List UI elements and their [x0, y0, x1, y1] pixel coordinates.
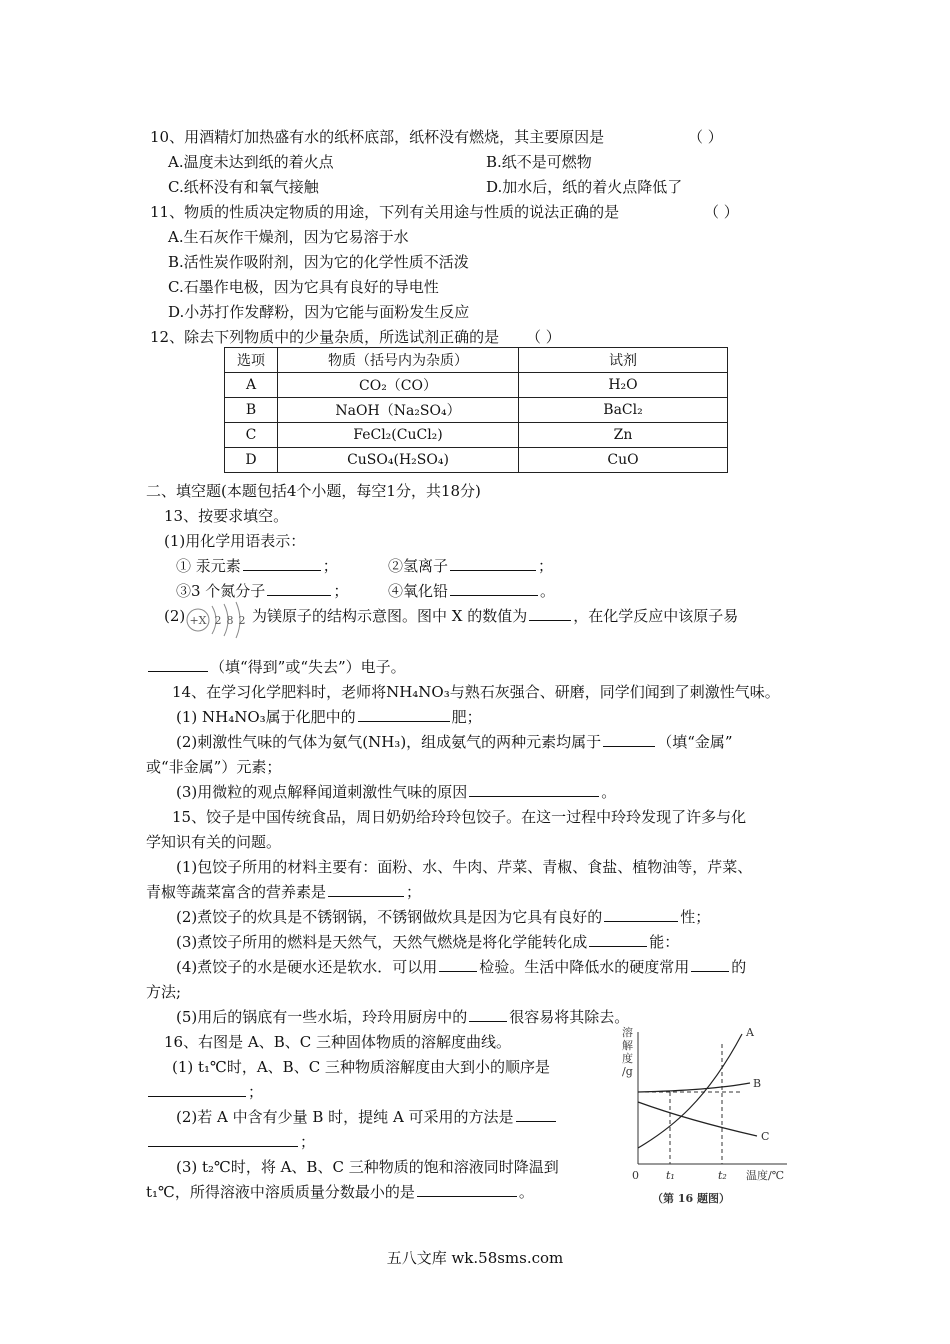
q11-option-a: A.生石灰作干燥剂，因为它易溶于水 [168, 228, 409, 246]
y-axis-label-char: 度 [622, 1052, 633, 1065]
q16-stem: 16、右图是 A、B、C 三种固体物质的溶解度曲线。 [164, 1033, 511, 1051]
table-cell: C [225, 423, 278, 448]
q16-part1: (1) t₁℃时，A、B、C 三种物质溶解度由大到小的顺序是 [172, 1058, 550, 1076]
origin-label: 0 [632, 1169, 639, 1182]
x-axis-label: 温度/℃ [746, 1169, 785, 1182]
curve-label-b: B [753, 1077, 762, 1090]
q16-part3: (3) t₂℃时，将 A、B、C 三种物质的饱和溶液同时降温到 [176, 1158, 559, 1176]
answer-blank[interactable] [328, 882, 404, 897]
footer-watermark: 五八文库 wk.58sms.com [386, 1249, 564, 1267]
q14-part3: (3)用微粒的观点解释闻道刺激性气味的原因 。 [176, 783, 617, 801]
q15-part3: (3)煮饺子所用的燃料是天然气，天然气燃烧是将化学能转化成 能： [176, 933, 680, 951]
table-cell: A [225, 373, 278, 398]
table-row [225, 448, 728, 473]
section-heading: 二、填空题(本题包括4个小题，每空1分，共18分) [146, 482, 481, 500]
answer-blank[interactable] [450, 581, 538, 596]
q16-part1-blank: ； [146, 1082, 263, 1102]
q14-part2-cont: 或“非金属”）元素； [146, 758, 282, 776]
answer-blank[interactable] [148, 1082, 246, 1097]
q11-answer-paren: （ ） [704, 203, 739, 221]
table-header-row [225, 348, 728, 373]
q12-answer-paren: （ ） [526, 328, 561, 346]
answer-blank[interactable] [450, 556, 536, 571]
figure-caption: （第 16 题图） [652, 1192, 730, 1205]
table-row [225, 423, 728, 448]
table-cell: CuO [519, 448, 728, 473]
table-cell: B [225, 398, 278, 423]
q15-stem-line2: 学知识有关的问题。 [146, 833, 282, 851]
nucleus-label: +X [189, 614, 207, 627]
q10-answer-paren: （ ） [688, 128, 723, 146]
q16-part2-blank: ； [146, 1132, 315, 1152]
answer-blank[interactable] [439, 957, 477, 972]
answer-blank[interactable] [148, 657, 208, 672]
q13-sub2-text: 为镁原子的结构示意图。图中 X 的数值为 ，在化学反应中该原子易 [252, 607, 739, 625]
table-cell: BaCl₂ [519, 398, 728, 423]
q15-part4: (4)煮饺子的水是硬水还是软水．可以用 检验。生活中降低水的硬度常用 的 [176, 958, 747, 976]
q13-item-2: ②氢离子 ； [388, 557, 554, 575]
table-header-substance: 物质（括号内为杂质） [278, 348, 519, 373]
q15-stem-line1: 15、饺子是中国传统食品，周日奶奶给玲玲包饺子。在这一过程中玲玲发现了许多与化 [172, 808, 747, 826]
table-cell: CO₂（CO） [278, 373, 519, 398]
solubility-curve-figure [612, 1024, 802, 1210]
answer-blank[interactable] [243, 556, 321, 571]
curve-b [638, 1083, 750, 1092]
q15-part1: (1)包饺子所用的材料主要有：面粉、水、牛肉、芹菜、青椒、食盐、植物油等，芹菜、 [176, 858, 753, 876]
q13-item-3: ③3 个氮分子 ； [176, 582, 349, 600]
tick-label-t2: t₂ [718, 1169, 727, 1182]
curve-label-c: C [761, 1130, 770, 1143]
answer-blank[interactable] [604, 907, 678, 922]
q15-part4-cont: 方法; [146, 983, 182, 1001]
q11-option-d: D.小苏打作发酵粉，因为它能与面粉发生反应 [168, 303, 470, 321]
q13-stem: 13、按要求填空。 [164, 507, 289, 525]
table-cell: H₂O [519, 373, 728, 398]
q13-item-1: ① 汞元素 ； [176, 557, 338, 575]
answer-blank[interactable] [589, 932, 647, 947]
answer-blank[interactable] [691, 957, 729, 972]
answer-blank[interactable] [417, 1182, 517, 1197]
answer-blank[interactable] [603, 732, 655, 747]
q13-sub1: (1)用化学用语表示： [164, 532, 306, 550]
y-axis-label-char: 解 [622, 1039, 633, 1052]
y-axis-label-char: /g [622, 1065, 633, 1078]
q15-part2: (2)煮饺子的炊具是不锈钢锅，不锈钢做炊具是因为它具有良好的 性； [176, 908, 711, 926]
table-cell: D [225, 448, 278, 473]
answer-blank[interactable] [469, 782, 599, 797]
q11-option-b: B.活性炭作吸附剂，因为它的化学性质不活泼 [168, 253, 469, 271]
q10-option-c: C.纸杯没有和氧气接触 [168, 178, 319, 196]
shell-electron-count: 2 [214, 614, 222, 627]
q10-stem: 10、用酒精灯加热盛有水的纸杯底部，纸杯没有燃烧，其主要原因是 [150, 128, 605, 146]
tick-label-t1: t₁ [666, 1169, 675, 1182]
answer-blank[interactable] [469, 1007, 507, 1022]
answer-blank[interactable] [267, 581, 331, 596]
reagent-table [224, 347, 728, 473]
table-header-reagent: 试剂 [519, 348, 728, 373]
q15-part5: (5)用后的锅底有一些水垢，玲玲用厨房中的 很容易将其除去。 [176, 1008, 630, 1026]
shell-electron-count: 2 [238, 614, 246, 627]
table-cell: NaOH（Na₂SO₄） [278, 398, 519, 423]
q16-part3-cont: t₁℃，所得溶液中溶质质量分数最小的是 。 [146, 1183, 534, 1201]
q14-part2: (2)刺激性气味的气体为氨气(NH₃)，组成氨气的两种元素均属于 （填“金属” [176, 733, 733, 751]
q10-option-a: A.温度未达到纸的着火点 [168, 153, 334, 171]
q13-item-4: ④氧化铅 。 [388, 582, 556, 600]
q14-part1: (1) NH₄NO₃属于化肥中的 肥； [176, 708, 482, 726]
answer-blank[interactable] [516, 1107, 556, 1122]
curve-label-a: A [746, 1026, 754, 1039]
shell-electron-count: 8 [226, 614, 234, 627]
q15-part1-cont: 青椒等蔬菜富含的营养素是 ； [146, 883, 422, 901]
q14-stem: 14、在学习化学肥料时，老师将NH₄NO₃与熟石灰强合、研磨，同学们闻到了刺激性气味。 [172, 683, 780, 701]
magnesium-atom-diagram [182, 598, 248, 640]
answer-blank[interactable] [529, 606, 571, 621]
q16-part2: (2)若 A 中含有少量 B 时，提纯 A 可采用的方法是 [176, 1107, 558, 1127]
q13-sub2-line2: （填“得到”或“失去”）电子。 [146, 657, 406, 677]
table-row [225, 398, 728, 423]
q10-option-b: B.纸不是可燃物 [486, 153, 592, 171]
q12-stem: 12、除去下列物质中的少量杂质，所选试剂正确的是 [150, 328, 500, 346]
y-axis-label-char: 溶 [622, 1026, 633, 1039]
answer-blank[interactable] [358, 707, 450, 722]
table-cell: FeCl₂(CuCl₂) [278, 423, 519, 448]
answer-blank[interactable] [148, 1132, 298, 1147]
curve-c [638, 1102, 757, 1136]
table-cell: CuSO₄(H₂SO₄) [278, 448, 519, 473]
q11-option-c: C.石墨作电极，因为它具有良好的导电性 [168, 278, 439, 296]
table-cell: Zn [519, 423, 728, 448]
q11-stem: 11、物质的性质决定物质的用途，下列有关用途与性质的说法正确的是 [150, 203, 620, 221]
q10-option-d: D.加水后，纸的着火点降低了 [486, 178, 683, 196]
table-row [225, 373, 728, 398]
q13-sub2-prefix: (2) [164, 607, 186, 625]
table-header-option: 选项 [225, 348, 278, 373]
